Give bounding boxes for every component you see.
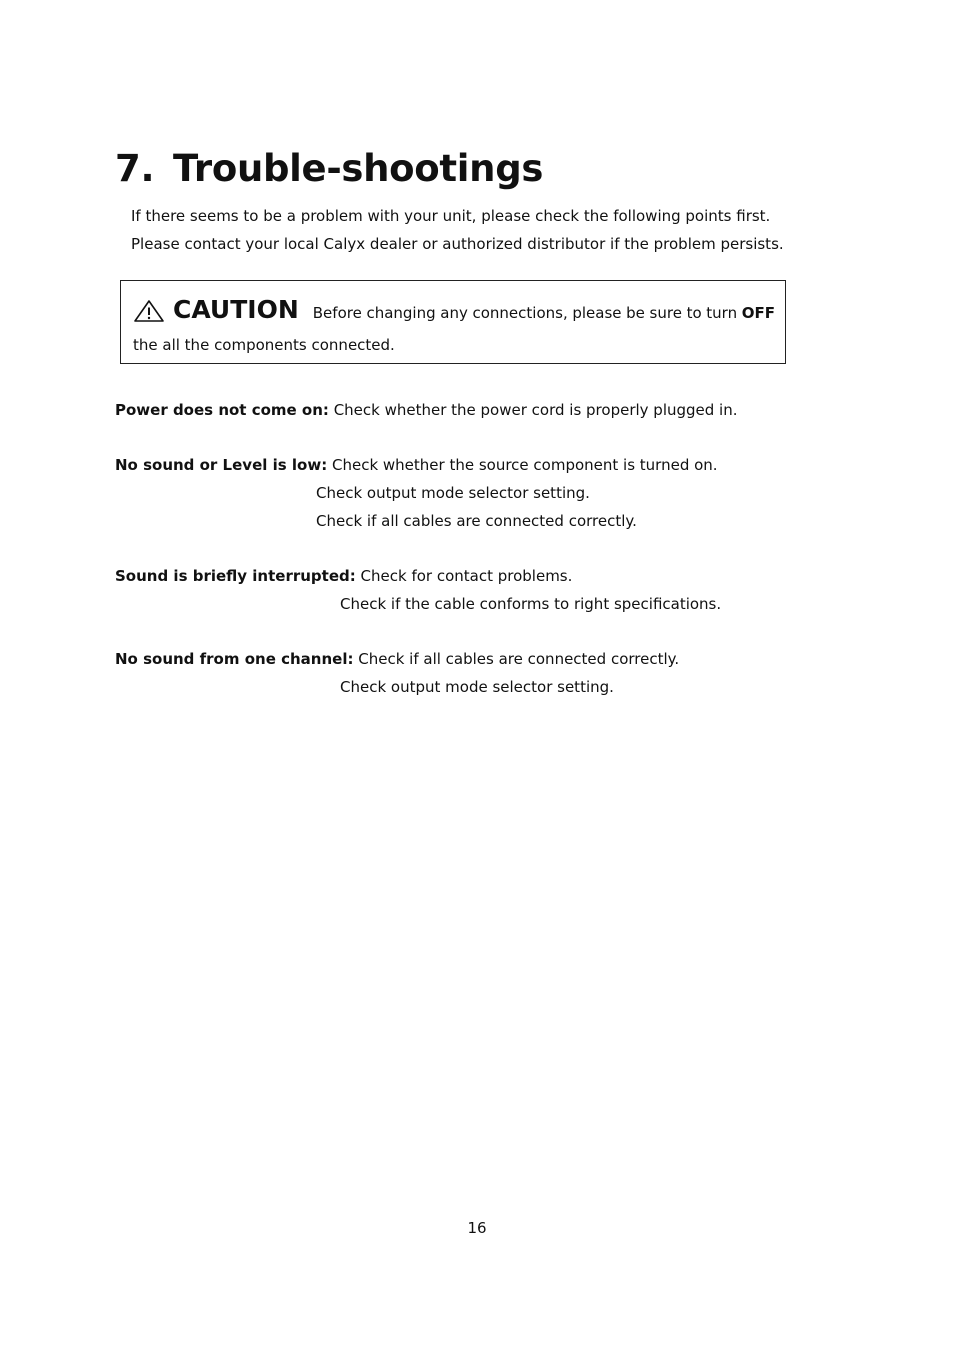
caution-word: any [440,304,468,322]
caution-word: please [572,304,622,322]
issue-interrupted [115,567,572,585]
warning-triangle-icon [133,299,165,323]
section-heading [115,147,543,190]
caution-word: be [626,304,645,322]
issue-one-channel [115,650,679,668]
caution-word: changing [366,304,436,322]
caution-word: to [686,304,702,322]
issue-label: Sound is briefly interrupted: [115,567,356,585]
caution-heading [133,295,313,324]
issue-check: Check whether the source component is turned on. [331,456,718,474]
issue-label: No sound or Level is low: [115,456,328,474]
issue-check: Check output mode selector setting. [340,678,614,696]
intro-line-1: If there seems to be a problem with your unit, please check the following points first. [131,207,771,225]
issue-check: Check whether the power cord is properly plugged in. [333,401,738,419]
issue-check: Check if the cable conforms to right specifications. [340,595,722,613]
caution-label: CAUTION [173,295,299,324]
page-number: 16 [467,1219,487,1237]
caution-emphasis: OFF [741,304,775,322]
caution-text [313,304,775,322]
caution-word: sure [649,304,682,322]
section-number: 7. [115,147,155,190]
issue-check: Check output mode selector setting. [316,484,590,502]
caution-box [120,280,786,364]
issue-label: No sound from one channel: [115,650,354,668]
caution-word: Before [312,304,362,322]
intro-line-2: Please contact your local Calyx dealer or authorized distributor if the problem persists. [131,235,784,253]
issue-check: Check if all cables are connected correctly. [358,650,680,668]
issue-check: Check for contact problems. [360,567,573,585]
section-title: Trouble-shootings [173,147,544,190]
caution-line-1 [133,295,775,324]
issue-no-sound [115,456,718,474]
caution-line-2: the all the components connected. [133,336,395,354]
caution-word: turn [706,304,738,322]
issue-power [115,401,738,419]
issue-check: Check if all cables are connected correctly. [316,512,637,530]
issue-label: Power does not come on: [115,401,329,419]
caution-word: connections, [472,304,568,322]
